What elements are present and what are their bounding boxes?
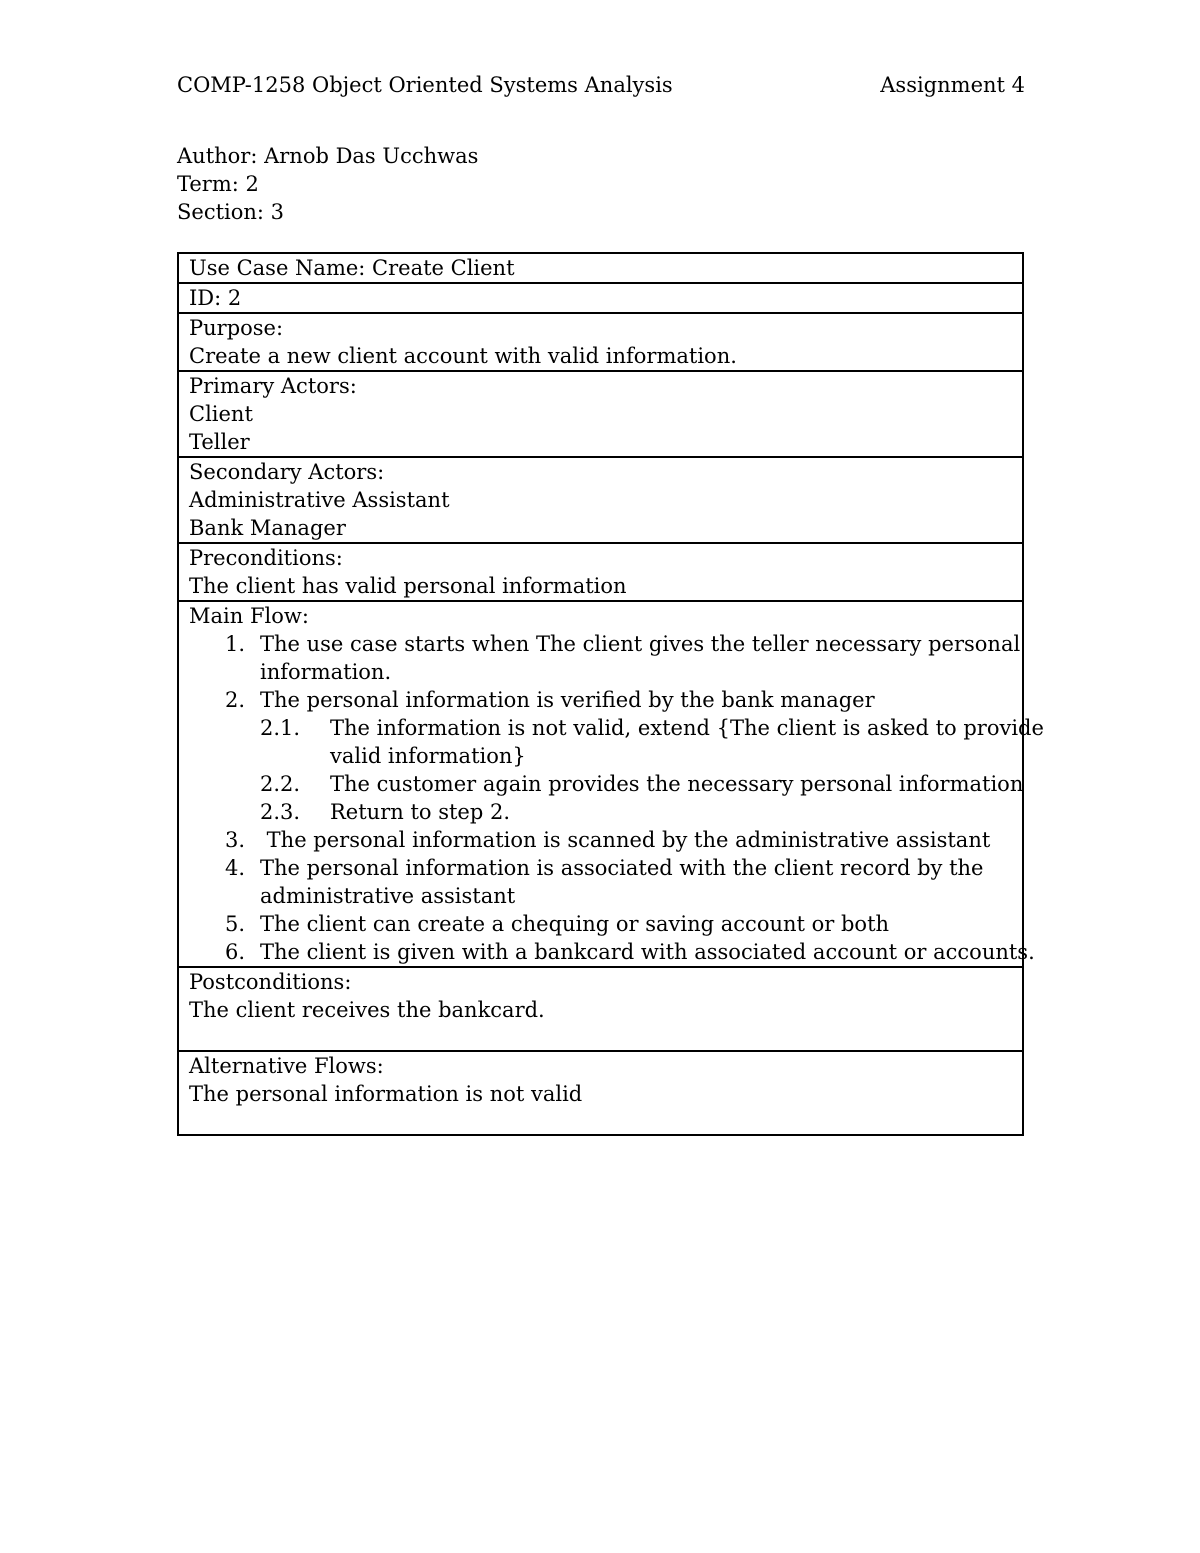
flow-step-number: 6.	[225, 940, 246, 964]
primary-actors-row	[179, 370, 1022, 456]
flow-step-text: The personal information is associated with the client record by the	[260, 856, 984, 880]
preconditions-row	[179, 542, 1022, 600]
flow-step-text-cont: administrative assistant	[260, 884, 516, 908]
flow-step-number: 2.	[225, 688, 246, 712]
flow-step	[189, 854, 1012, 910]
section-line: Section: 3	[177, 200, 285, 224]
main-flow-label: Main Flow:	[189, 604, 309, 628]
flow-substep-number: 2.1.	[260, 716, 301, 740]
author-info	[177, 142, 478, 226]
flow-step	[189, 910, 1012, 938]
page-header	[177, 70, 1025, 100]
flow-step	[189, 938, 1035, 966]
alternative-flows-row	[179, 1050, 1022, 1134]
main-flow-row	[179, 600, 1044, 966]
flow-step-text-cont: information.	[260, 660, 392, 684]
flow-substep	[189, 798, 1012, 826]
primary-actors-label: Primary Actors:	[189, 374, 357, 398]
course-title: COMP-1258 Object Oriented Systems Analysis	[177, 73, 673, 97]
purpose-label: Purpose:	[189, 316, 284, 340]
main-flow-list	[189, 630, 1044, 966]
use-case-id-row	[179, 282, 1022, 312]
flow-substep-text: Return to step 2.	[330, 800, 510, 824]
flow-substep-text: The customer again provides the necessary personal information	[330, 772, 1024, 796]
flow-substep-number: 2.2.	[260, 772, 301, 796]
primary-actor: Teller	[189, 430, 250, 454]
flow-step	[189, 826, 1012, 854]
flow-step-text: The personal information is verified by the bank manager	[260, 688, 875, 712]
preconditions-label: Preconditions:	[189, 546, 343, 570]
alternative-flows-text: The personal information is not valid	[189, 1082, 583, 1106]
secondary-actors-row	[179, 456, 1022, 542]
flow-substep-number: 2.3.	[260, 800, 301, 824]
flow-step-text: The personal information is scanned by the administrative assistant	[260, 828, 991, 852]
flow-substep	[189, 770, 1024, 798]
use-case-name: Use Case Name: Create Client	[189, 256, 515, 280]
use-case-id: ID: 2	[189, 286, 242, 310]
flow-step-text: The client can create a chequing or saving account or both	[260, 912, 890, 936]
secondary-actor: Bank Manager	[189, 516, 346, 540]
secondary-actor: Administrative Assistant	[189, 488, 450, 512]
flow-step-number: 1.	[225, 632, 246, 656]
primary-actor: Client	[189, 402, 253, 426]
preconditions-text: The client has valid personal information	[189, 574, 627, 598]
flow-step-text: The client is given with a bankcard with associated account or accounts.	[260, 940, 1035, 964]
postconditions-row	[179, 966, 1022, 1050]
flow-substep	[189, 714, 1044, 770]
author-line: Author: Arnob Das Ucchwas	[177, 144, 479, 168]
flow-step	[189, 686, 1012, 714]
use-case-table	[177, 252, 1044, 1136]
term-line: Term: 2	[177, 172, 259, 196]
flow-step-number: 3.	[225, 828, 246, 852]
purpose-row	[179, 312, 1022, 370]
use-case-name-row	[179, 254, 1022, 282]
flow-step-number: 4.	[225, 856, 246, 880]
flow-step-text: The use case starts when The client gives the teller necessary personal	[260, 632, 1021, 656]
flow-substep-text-cont: valid information}	[330, 744, 526, 768]
flow-substep-text: The information is not valid, extend {The client is asked to provide	[330, 716, 1044, 740]
purpose-text: Create a new client account with valid information.	[189, 344, 737, 368]
postconditions-text: The client receives the bankcard.	[189, 998, 545, 1022]
flow-step-number: 5.	[225, 912, 246, 936]
secondary-actors-label: Secondary Actors:	[189, 460, 385, 484]
flow-step	[189, 630, 1021, 686]
postconditions-label: Postconditions:	[189, 970, 352, 994]
assignment-label: Assignment 4	[880, 73, 1025, 97]
alternative-flows-label: Alternative Flows:	[189, 1054, 384, 1078]
